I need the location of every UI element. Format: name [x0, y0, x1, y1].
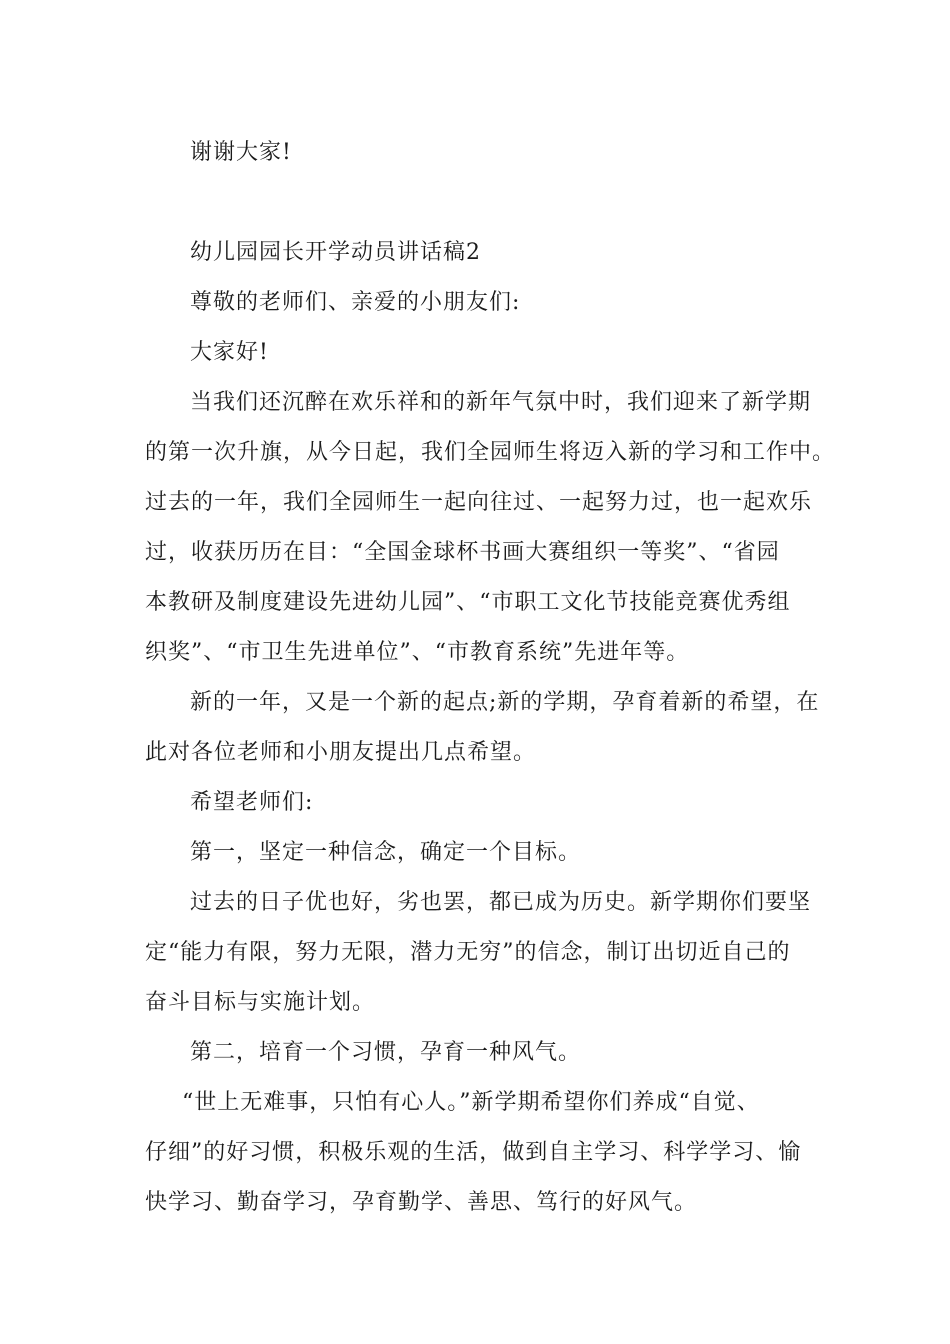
closing-line: 谢谢大家!: [190, 140, 292, 165]
paragraph-line: 当我们还沉醉在欢乐祥和的新年气氛中时，我们迎来了新学期: [190, 390, 812, 415]
paragraph-line: 此对各位老师和小朋友提出几点希望。: [145, 740, 537, 765]
paragraph-line: 过，收获历历在目：“全国金球杯书画大赛组织一等奖”、“省园: [145, 540, 780, 565]
paragraph-line: 新的一年，又是一个新的起点;新的学期，孕育着新的希望，在: [190, 690, 820, 715]
paragraph-line: 织奖”、“市卫生先进单位”、“市教育系统”先进年等。: [145, 640, 690, 665]
salutation: 尊敬的老师们、亲爱的小朋友们:: [190, 290, 521, 315]
paragraph-line: 奋斗目标与实施计划。: [145, 990, 376, 1015]
section-title: 幼儿园园长开学动员讲话稿2: [190, 240, 481, 265]
paragraph-line: 仔细”的好习惯，积极乐观的生活，做到自主学习、科学学习、愉: [145, 1140, 802, 1165]
paragraph-line: 过去的日子优也好，劣也罢，都已成为历史。新学期你们要坚: [190, 890, 812, 915]
teachers-heading: 希望老师们:: [190, 790, 314, 815]
paragraph-line: “世上无难事，只怕有心人。”新学期希望你们养成“自觉、: [182, 1090, 760, 1115]
paragraph-line: 本教研及制度建设先进幼儿园”、“市职工文化节技能竞赛优秀组: [145, 590, 791, 615]
point-two: 第二，培育一个习惯，孕育一种风气。: [190, 1040, 582, 1065]
greeting: 大家好!: [190, 340, 269, 365]
paragraph-line: 快学习、勤奋学习，孕育勤学、善思、笃行的好风气。: [145, 1190, 698, 1215]
paragraph-line: 定“能力有限，努力无限，潜力无穷”的信念，制订出切近自己的: [145, 940, 791, 965]
paragraph-line: 的第一次升旗，从今日起，我们全园师生将迈入新的学习和工作中。: [145, 440, 836, 465]
point-one: 第一，坚定一种信念，确定一个目标。: [190, 840, 582, 865]
paragraph-line: 过去的一年，我们全园师生一起向往过、一起努力过，也一起欢乐: [145, 490, 813, 515]
